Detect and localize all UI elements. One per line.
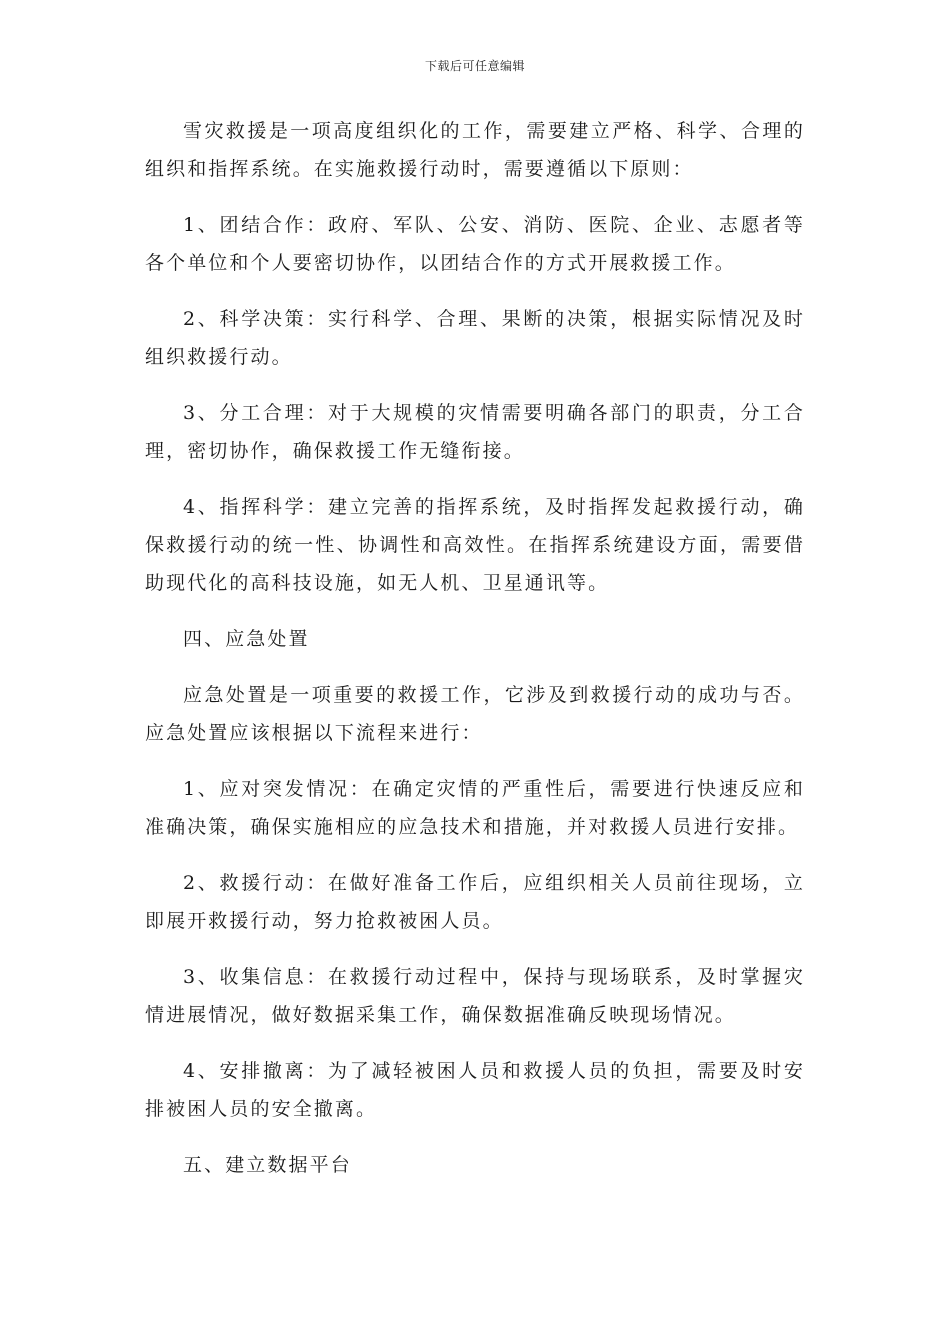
- paragraph-emergency-step-2: 2、救援行动：在做好准备工作后，应组织相关人员前往现场，立即展开救援行动，努力抢救被困人员。: [145, 872, 805, 932]
- paragraph-principle-2: 2、科学决策：实行科学、合理、果断的决策，根据实际情况及时组织救援行动。: [145, 308, 805, 368]
- paragraph-emergency-step-3: 3、收集信息：在救援行动过程中，保持与现场联系，及时掌握灾情进展情况，做好数据采集工作，确保数据准确反映现场情况。: [145, 966, 805, 1026]
- paragraph-emergency-intro: 应急处置是一项重要的救援工作，它涉及到救援行动的成功与否。应急处置应该根据以下流程来进行：: [145, 684, 805, 744]
- paragraph-principle-3: 3、分工合理：对于大规模的灾情需要明确各部门的职责，分工合理，密切协作，确保救援工作无缝衔接。: [145, 402, 805, 462]
- paragraph-intro: 雪灾救援是一项高度组织化的工作，需要建立严格、科学、合理的组织和指挥系统。在实施救援行动时，需要遵循以下原则：: [145, 120, 805, 180]
- section-heading-emergency: 四、应急处置: [183, 628, 310, 650]
- paragraph-principle-1: 1、团结合作：政府、军队、公安、消防、医院、企业、志愿者等各个单位和个人要密切协作，以团结合作的方式开展救援工作。: [145, 214, 805, 274]
- paragraph-emergency-step-1: 1、应对突发情况：在确定灾情的严重性后，需要进行快速反应和准确决策，确保实施相应的应急技术和措施，并对救援人员进行安排。: [145, 778, 805, 838]
- section-heading-data-platform: 五、建立数据平台: [183, 1154, 352, 1176]
- paragraph-principle-4: 4、指挥科学：建立完善的指挥系统，及时指挥发起救援行动，确保救援行动的统一性、协调性和高效性。在指挥系统建设方面，需要借助现代化的高科技设施，如无人机、卫星通讯等。: [145, 496, 805, 594]
- page-header-note: 下载后可任意编辑: [424, 59, 525, 73]
- paragraph-emergency-step-4: 4、安排撤离：为了减轻被困人员和救援人员的负担，需要及时安排被困人员的安全撤离。: [145, 1060, 805, 1120]
- document-body: [145, 112, 805, 1202]
